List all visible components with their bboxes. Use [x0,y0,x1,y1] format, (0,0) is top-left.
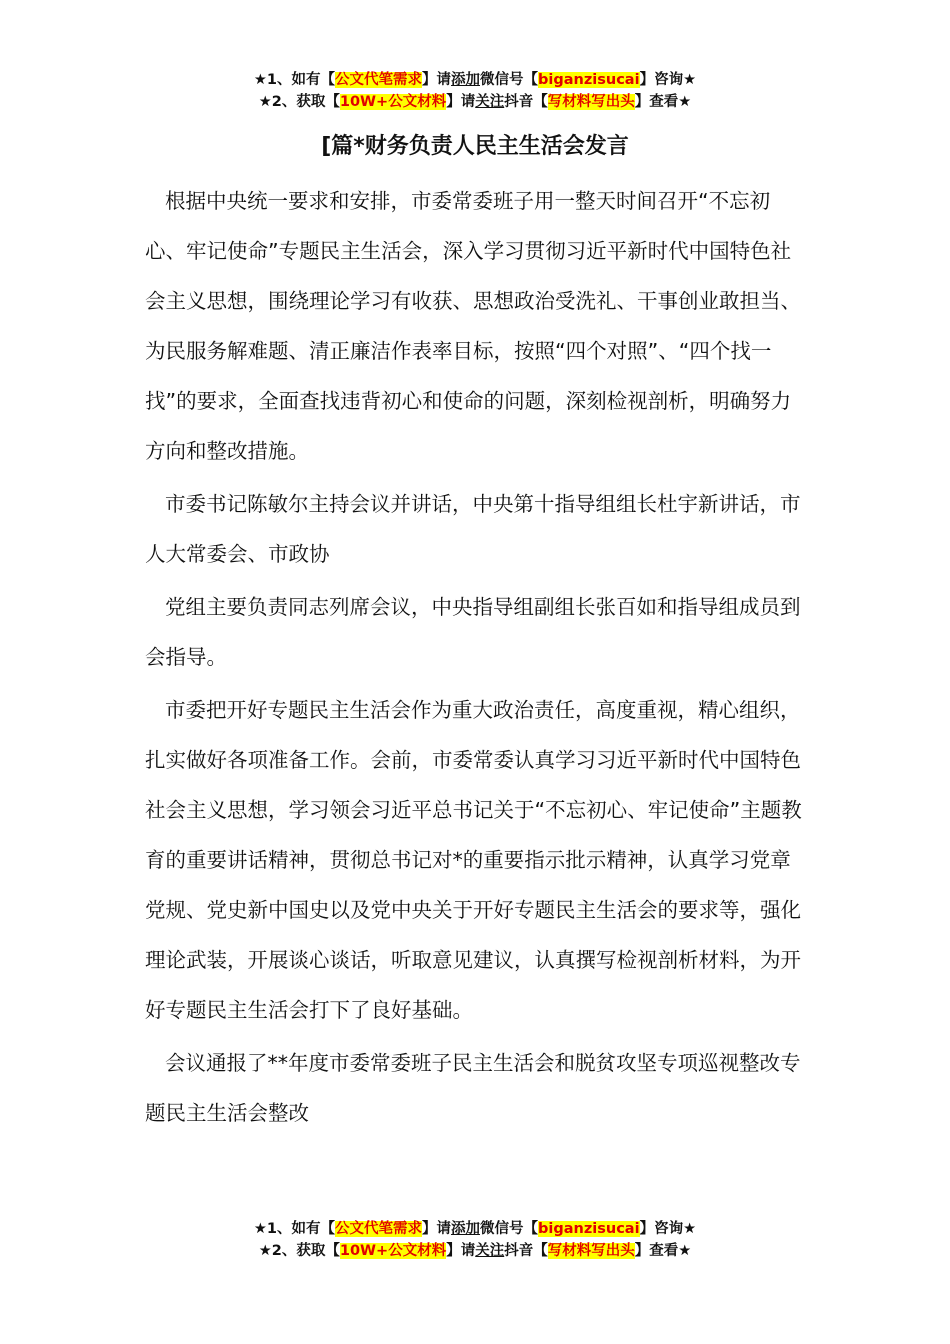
underlined-word: 添加 [451,1221,481,1237]
promo-text: 】请 [446,1243,476,1259]
body-paragraph: 根据中央统一要求和安排，市委常委班子用一整天时间召开“不忘初心、牢记使命”专题民主生活会，深入学习贯彻习近平新时代中国特色社会主义思想，围绕理论学习有收获、思想政治受洗礼、干事创业敢担当、为民服务解难题、清正廉洁作表率目标，按照“四个对照”、“四个找一找”的要求，全面查找违背初心和使命的问题，深刻检视剖析，明确努力方向和整改措施。 [145,189,801,463]
highlight-wechat-id: biganzisucai [538,72,640,88]
promo-text: 】查看★ [634,1243,692,1259]
promo-line-1 [0,69,950,91]
highlight-service: 公文代笔需求 [335,72,423,88]
promo-line-1 [0,1218,950,1240]
promo-text: ★1、如有【 [253,1221,336,1237]
promo-text: ★2、获取【 [258,94,340,110]
promo-text: 抖音【 [504,1243,548,1259]
body-paragraph: 市委把开好专题民主生活会作为重大政治责任，高度重视，精心组织，扎实做好各项准备工作。会前，市委常委认真学习习近平新时代中国特色社会主义思想，学习领会习近平总书记关于“不忘初心、牢记使命”主题教育的重要讲话精神，贯彻总书记对*的重要指示批示精神，认真学习党章党规、党史新中国史以及党中央关于开好专题民主生活会的要求等，强化理论武装，开展谈心谈话，听取意见建议，认真撰写检视剖析材料，为开好专题民主生活会打下了良好基础。 [145,698,802,1022]
promo-text: 】请 [422,72,452,88]
promo-text: ★2、获取【 [258,1243,340,1259]
underlined-word: 关注 [475,1243,505,1259]
promo-text: 】请 [422,1221,452,1237]
promo-text: 】查看★ [634,94,692,110]
highlight-materials: 10W+公文材料 [339,1243,447,1259]
body-paragraph: 会议通报了**年度市委常委班子民主生活会和脱贫攻坚专项巡视整改专题民主生活会整改 [145,1051,801,1125]
body-paragraph: 市委书记陈敏尔主持会议并讲话，中央第十指导组组长杜宇新讲话，市人大常委会、市政协 [145,492,801,566]
promo-line-2 [0,91,950,113]
document-body [145,176,807,1141]
promo-banner-bottom [0,1218,950,1262]
body-paragraph: 党组主要负责同志列席会议，中央指导组副组长张百如和指导组成员到会指导。 [145,595,801,669]
highlight-materials: 10W+公文材料 [339,94,447,110]
promo-line-2 [0,1240,950,1262]
promo-text: 抖音【 [504,94,548,110]
promo-banner-top [0,69,950,113]
highlight-douyin-id: 写材料写出头 [547,1243,635,1259]
highlight-service: 公文代笔需求 [335,1221,423,1237]
underlined-word: 关注 [475,94,505,110]
highlight-wechat-id: biganzisucai [538,1221,640,1237]
promo-text: 微信号【 [480,72,539,88]
promo-text: 微信号【 [480,1221,539,1237]
promo-text: 】咨询★ [639,1221,697,1237]
document-title: [篇*财务负责人民主生活会发言 [321,134,629,159]
promo-text: ★1、如有【 [253,72,336,88]
highlight-douyin-id: 写材料写出头 [547,94,635,110]
promo-text: 】请 [446,94,476,110]
underlined-word: 添加 [451,72,481,88]
promo-text: 】咨询★ [639,72,697,88]
